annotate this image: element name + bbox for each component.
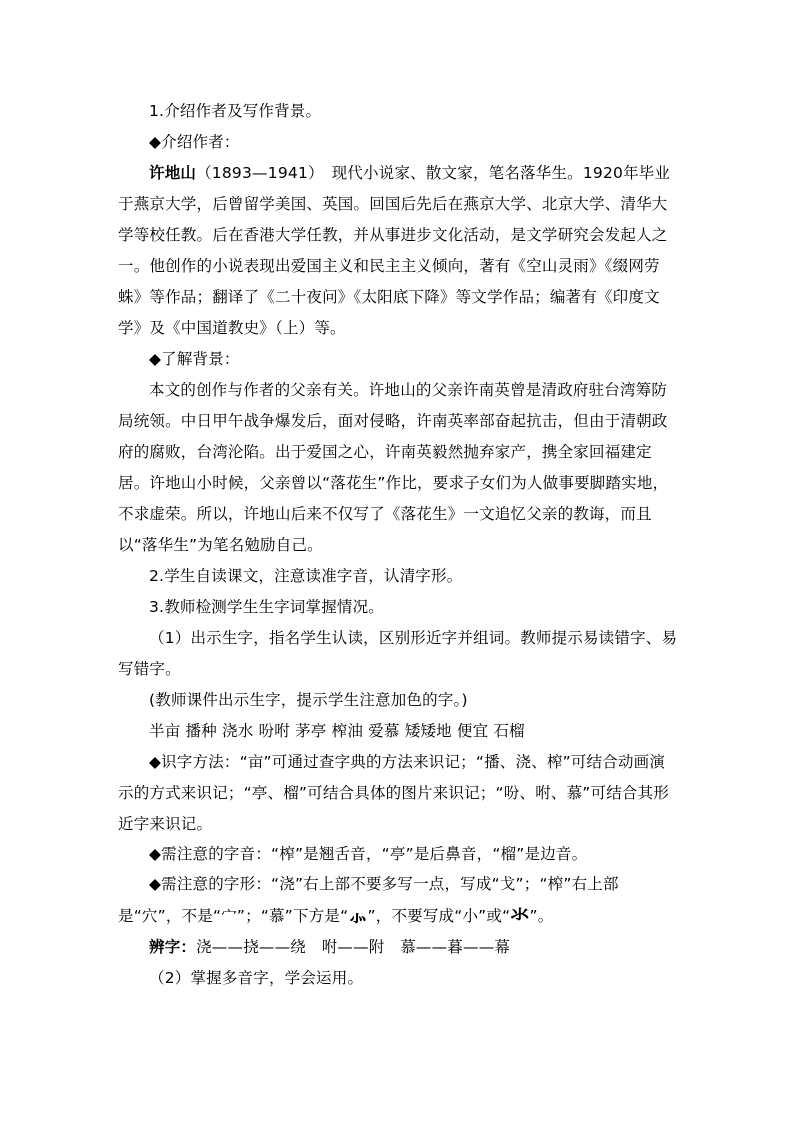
step-1-heading: 1.介绍作者及写作背景。 [149, 102, 322, 120]
character-form-note: ◆需注意的字形：“浇”右上部不要多写一点，写成“戈”；“榨”右上部是“穴”，不是“宀”；“慕”下方是“⺗”，不要写成“小”或“氺”。 [118, 875, 619, 926]
pronunciation-note: ◆需注意的字音：“榨”是翘舌音，“亭”是后鼻音，“榴”是边音。 [149, 845, 588, 863]
teacher-note: (教师课件出示生字，提示学生注意加色的字。) [149, 691, 468, 709]
step-2-heading: 2.学生自读课文，注意读准字音，认清字形。 [149, 567, 463, 585]
background-heading: ◆了解背景： [149, 350, 240, 368]
character-distinguish-paragraph [118, 932, 678, 963]
literacy-method-paragraph: ◆识字方法：“亩”可通过查字典的方法来识记；“播、浇、榨”可结合动画演示的方式来识记；“亭、榴”可结合具体的图片来识记；“吩、咐、慕”可结合其形近字来识记。 [118, 753, 670, 833]
distinguish-pairs: 浇——挠——绕 咐——附 慕——暮——幕 [196, 938, 511, 956]
substep-1-paragraph: （1）出示生字，指名学生认读，区别形近字并组词。教师提示易读错字、易写错字。 [118, 629, 678, 678]
substep-2-paragraph: （2）掌握多音字，学会运用。 [149, 969, 364, 987]
background-paragraph: 本文的创作与作者的父亲有关。许地山的父亲许南英曾是清政府驻台湾筹防局统领。中日甲午战争爆发后，面对侵略，许南英率部奋起抗击，但由于清朝政府的腐败，台湾沦陷。出于爱国之心，许南英毅然抛弃家产，携全家回福建定居。许地山小时候，父亲曾以“落花生”作比，要求子女们为人做事要脚踏实地，不求虚荣。所以，许地山后来不仅写了《落花生》一文追忆父亲的教诲，而且以“落华生”为笔名勉励自己。 [118, 381, 669, 554]
author-paragraph [118, 158, 678, 344]
step-3-heading: 3.教师检测学生生字词掌握情况。 [149, 598, 384, 616]
vocabulary-list: 半亩 播种 浇水 吩咐 茅亭 榨油 爱慕 矮矮地 便宜 石榴 [149, 722, 525, 740]
author-description: （1893—1941） 现代小说家、散文家，笔名落华生。1920年毕业于燕京大学，后曾留学美国、英国。回国后先后在燕京大学、北京大学、清华大学等校任教。后在香港大学任教，并从事进步文化活动，是文学研究会发起人之一。他创作的小说表现出爱国主义和民主主义倾向，著有《空山灵雨》《缀网劳蛛》等作品；翻译了《二十夜问》《太阳底下降》等文学作品；编著有《印度文学》及《中国道教史》（上）等。 [118, 164, 671, 337]
author-intro-heading: ◆介绍作者： [149, 133, 240, 151]
document-body [118, 96, 678, 994]
author-name: 许地山 [149, 164, 197, 182]
distinguish-label: 辨字： [149, 938, 197, 956]
